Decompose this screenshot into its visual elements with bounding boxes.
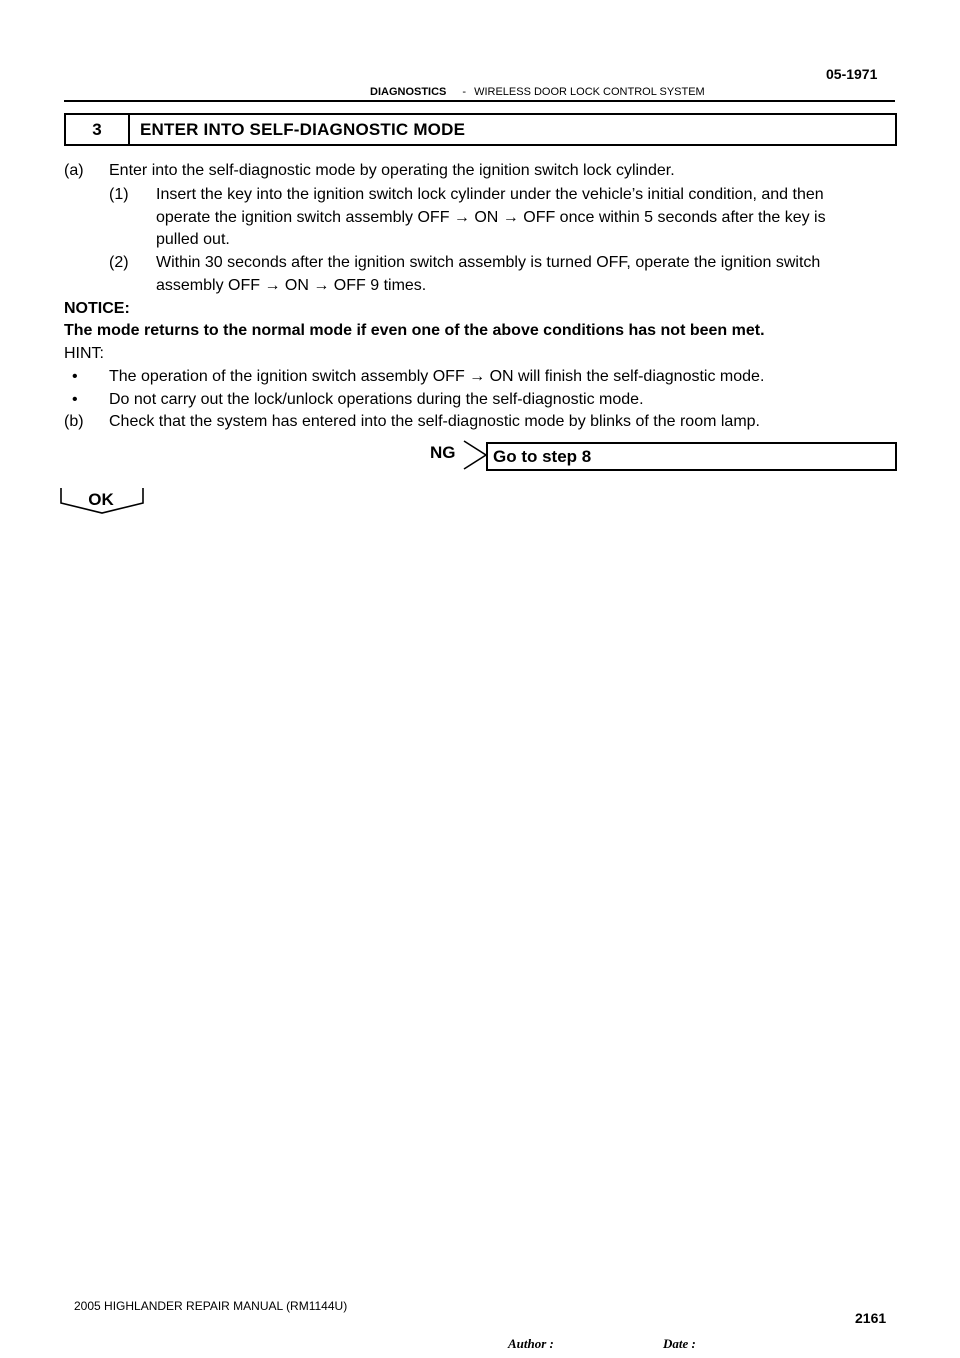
hint-item: The operation of the ignition switch assembly OFF → ON will finish the self-diagnostic mode. — [109, 368, 765, 385]
hint-bullet: • — [72, 368, 78, 385]
item-a1-line1: Insert the key into the ignition switch lock cylinder under the vehicle’s initial condition, and then — [156, 186, 824, 203]
ng-result-label: NG — [430, 443, 456, 462]
item-a2-label: (2) — [109, 254, 129, 271]
manual-title: 2005 HIGHLANDER REPAIR MANUAL (RM1144U) — [74, 1299, 348, 1313]
page-total-number: 2161 — [855, 1310, 887, 1326]
section-heading — [370, 86, 705, 98]
hint-label: HINT: — [64, 345, 104, 362]
ng-action-box — [486, 442, 897, 471]
item-a1-line2: operate the ignition switch assembly OFF → ON → OFF once within 5 seconds after the key is — [156, 209, 826, 226]
section-name: DIAGNOSTICS — [370, 86, 447, 98]
item-a2-line1: Within 30 seconds after the ignition switch assembly is turned OFF, operate the ignition switch — [156, 254, 821, 271]
item-a1-line3: pulled out. — [156, 231, 230, 248]
item-a-text: Enter into the self-diagnostic mode by operating the ignition switch lock cylinder. — [109, 162, 675, 179]
subsection-name: WIRELESS DOOR LOCK CONTROL SYSTEM — [474, 86, 705, 98]
page-number: 05-1971 — [826, 66, 878, 82]
item-a-label: (a) — [64, 162, 84, 179]
hint-item: Do not carry out the lock/unlock operations during the self-diagnostic mode. — [109, 391, 644, 408]
step-number: 3 — [66, 115, 130, 144]
item-b-text: Check that the system has entered into the self-diagnostic mode by blinks of the room lamp. — [109, 413, 760, 430]
hint-bullet: • — [72, 391, 78, 408]
author-label: Author : — [508, 1336, 554, 1351]
item-b-label: (b) — [64, 413, 84, 430]
item-a2-line2: assembly OFF → ON → OFF 9 times. — [156, 277, 427, 294]
header-rule — [64, 100, 895, 102]
step-title-box — [64, 113, 897, 146]
item-a1-label: (1) — [109, 186, 129, 203]
ng-action-text: Go to step 8 — [493, 447, 592, 466]
section-separator: - — [462, 86, 467, 98]
date-label: Date : — [663, 1336, 696, 1351]
ng-arrow-icon — [462, 439, 488, 471]
notice-label: NOTICE: — [64, 300, 130, 317]
notice-text: The mode returns to the normal mode if even one of the above conditions has not been met. — [64, 322, 765, 339]
step-title: ENTER INTO SELF-DIAGNOSTIC MODE — [140, 120, 466, 139]
ok-result-label: OK — [88, 490, 114, 509]
